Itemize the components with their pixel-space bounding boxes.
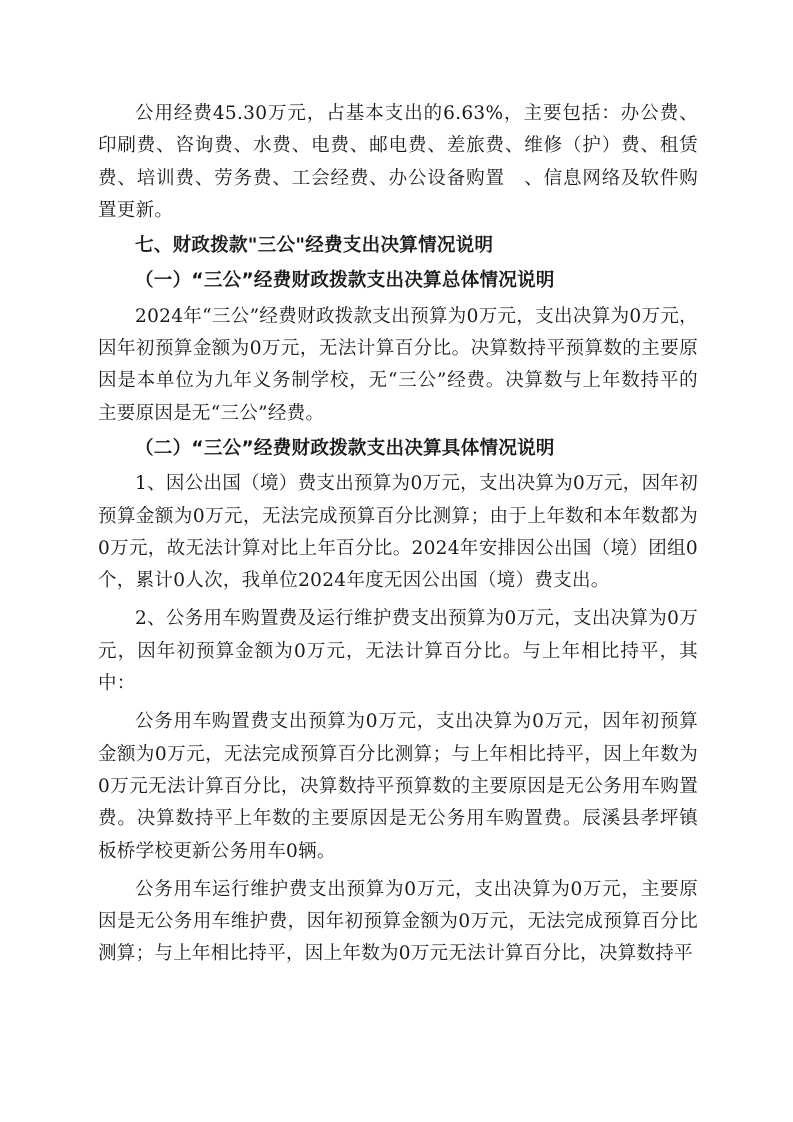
heading-subsection-1: （一）“三公”经费财政拨款支出决算总体情况说明 bbox=[135, 270, 555, 292]
document-body bbox=[98, 98, 698, 971]
heading-subsection-2: （二）“三公”经费财政拨款支出决算具体情况说明 bbox=[135, 437, 555, 459]
paragraph-vehicle-operation: 公务用车运行维护费支出预算为0万元，支出决算为0万元，主要原因是无公务用车维护费，因年初预算金额为0万元，无法完成预算百分比测算；与上年相比持平，因上年数为0万元无法计算百分比，决算数持平 bbox=[98, 878, 698, 965]
paragraph-public-expense: 公用经费45.30万元，占基本支出的6.63%，主要包括：办公费、印刷费、咨询费、水费、电费、邮电费、差旅费、维修（护）费、租赁费、培训费、劳务费、工会经费、办公设备购置 、信息网络及软件购置更新。 bbox=[98, 103, 698, 221]
paragraph-vehicle-purchase: 公务用车购置费支出预算为0万元，支出决算为0万元，因年初预算金额为0万元，无法完成预算百分比测算；与上年相比持平，因上年数为0万元无法计算百分比，决算数持平预算数的主要原因是无公务用车购置费。决算数持平上年数的主要原因是无公务用车购置费。辰溪县孝坪镇板桥学校更新公务用车0辆。 bbox=[98, 711, 698, 862]
paragraph-overall: 2024年“三公”经费财政拨款支出预算为0万元，支出决算为0万元，因年初预算金额为0万元，无法计算百分比。决算数持平预算数的主要原因是本单位为九年义务制学校，无“三公”经费。决算数与上年数持平的主要原因是无“三公”经费。 bbox=[98, 305, 698, 424]
paragraph-abroad: 1、因公出国（境）费支出预算为0万元，支出决算为0万元，因年初预算金额为0万元，无法完成预算百分比测算；由于上年数和本年数都为0万元，故无法计算对比上年百分比。2024年安排因公出国（境）团组0个，累计0人次，我单位2024年度无因公出国（境）费支出。 bbox=[98, 473, 698, 592]
heading-section-7: 七、财政拨款"三公"经费支出决算情况说明 bbox=[135, 235, 494, 257]
paragraph-vehicle: 2、公务用车购置费及运行维护费支出预算为0万元，支出决算为0万元，因年初预算金额为0万元，无法计算百分比。与上年相比持平，其中： bbox=[98, 608, 698, 695]
